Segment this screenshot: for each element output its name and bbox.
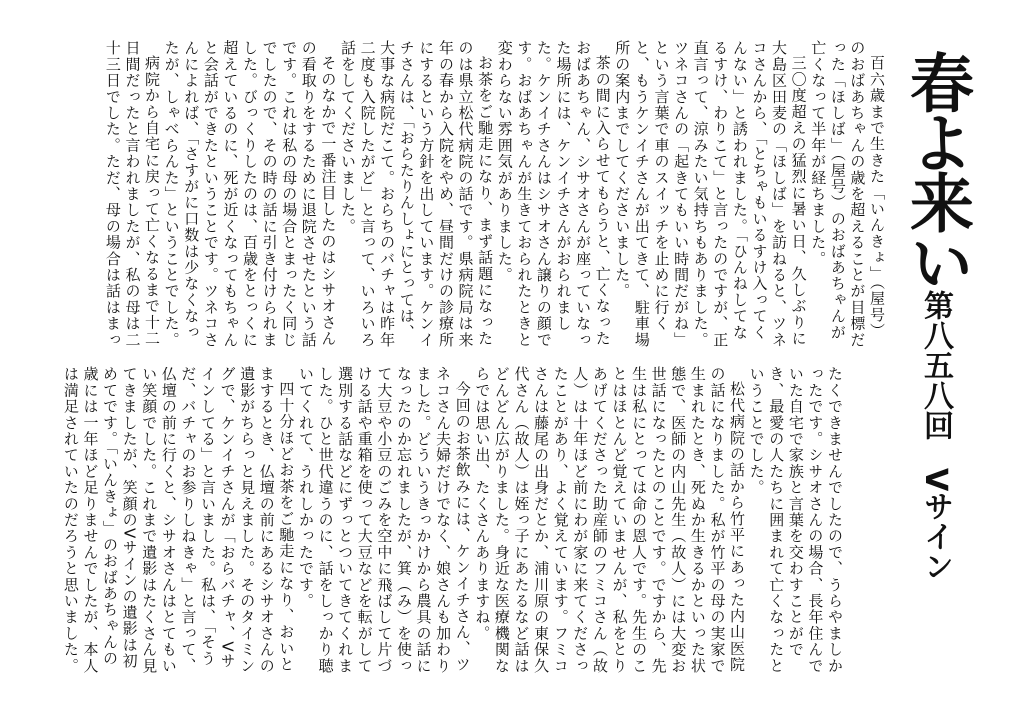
episode-number: 第八五八回: [918, 290, 953, 440]
paragraph: 四十分ほどお茶をご馳走になり、おいとまするとき、仏壇の前にあるシサオさんの遺影がちらっと見えました。そのタイミングで、ケンイチさんが「おらバチャ、Vサインしてる」と言いました。私は、「そうだ、バチャのお参りしねきゃ」と言って、仏壇の前に行くと、シサオさんはとてもいい笑顔でした。これまで遺影はたくさん見てきましたが、笑顔のVサインの遺影は初めてです。「いんきょ」のおばあちゃんの歳には一年ほど足りませんでしたが、本人は満足されていたのだろうと思いました。: [61, 366, 296, 674]
article-body-top: [64, 40, 886, 348]
paragraph: そのなかで一番注目したのはシサオさんの看取りをするために退院させたという話です。これは私の母の場合とまったく同じでしたので、その時の話に引き付けられました。びっくりしたのは、百歳をとっくに超えているのに、死が近くなってもちゃんと会話ができたということです。ツネコさんによれば、「さすがに口数は少なくなったが、しゃべらんた」ということでした。: [162, 40, 338, 348]
paragraph: たくできませんでしたので、うらやましかったです。シサオさんの場合、長年住んでいた自宅で家族と言葉を交わすことができ、最愛の人たちに囲まれて亡くなったということでした。: [747, 366, 844, 674]
paragraph: 百六歳まで生きた「いんきょ」（屋号）のおばあちゃんの歳を超えることが目標だった「ほしば」（屋号）のおばあちゃんが亡くなって半年が経ちました。: [809, 40, 886, 348]
column-title: 春よ来い: [899, 50, 973, 290]
paragraph: 病院から自宅に戻って亡くなるまで十二日間だったと言われましたが、私の母は二十三日でした。ただ、母の場合は話はまっ: [103, 40, 162, 348]
paragraph: 今回のお茶飲みには、ケンイチさん、ツネコさん夫婦だけでなく、娘さんも加わりました。どういうきっかけから農具の話になったのか忘れましたが、箕（み）を使って大豆や小豆のごみを空中に飛ばして片づける話や重箱を使って大豆などを転がして選別する話などにずっとついてきてくれました。ひと世代違うのに、話をしっかり聴いてくれて、うれしかったです。: [296, 366, 472, 674]
article-body-bottom: [58, 366, 844, 676]
paragraph: 茶の間に入らせてもらうと、亡くなったおばあちゃん、シサオさんが座っていなった場所には、ケンイチさんがおられました。ケンイチさんはシサオさん譲りの顔です。おばあちゃんが生きておられたときと変わらない雰囲気がありました。: [495, 40, 612, 348]
paragraph: 三〇度超えの猛烈に暑い日、久しぶりに大島区田麦の「ほしば」を訪ねると、ツネコさんから、「とちゃもいるすけ入ってくんない」と誘われました。「ひんねしてなるすけ、わりこて」と言ったのですが、正直言って、涼みたい気持ちもありました。ツネコさんの「起きてもいい時間だがね」という言葉で車のスイッチを止めに行くと、もうケンイチさんが出てきて、駐車場所の案内までしてくださいました。: [613, 40, 808, 348]
article-subtitle: Vサイン: [918, 468, 953, 582]
paragraph: お茶をご馳走になり、まず話題になったのは県立松代病院の話です。県病院局は来年の春から入院をやめ、昼間だけの診療所にするという方針を出しています。ケンイチさんは、「おらたりんしょにとっては、大事な病院だこて。おらちのバチャは昨年二度も入院したがど」と言って、いろいろ話をしてくださいました。: [338, 40, 495, 348]
paragraph: 松代病院の話から竹平にあった内山医院の話になりました。私が竹平の母の実家で生まれたとき、死ぬか生きるかといった状態で、医師の内山先生（故人）には大変お世話になったとのことです。ですから、先生は私にとっては命の恩人です。先生のことはほとんど覚えていませんが、私をとりあげてくださった助産師のフミコさん（故人）は十年ほど前にわが家に来てくださったことがあり、よく覚えています。フミコさんは藤尾の出身だとか、浦川原の東保久代さん（故人）は姪っ子にあたるなど話はどんどん広がりました。身近な医療機関ならでは思い出、たくさんありますね。: [473, 366, 747, 674]
